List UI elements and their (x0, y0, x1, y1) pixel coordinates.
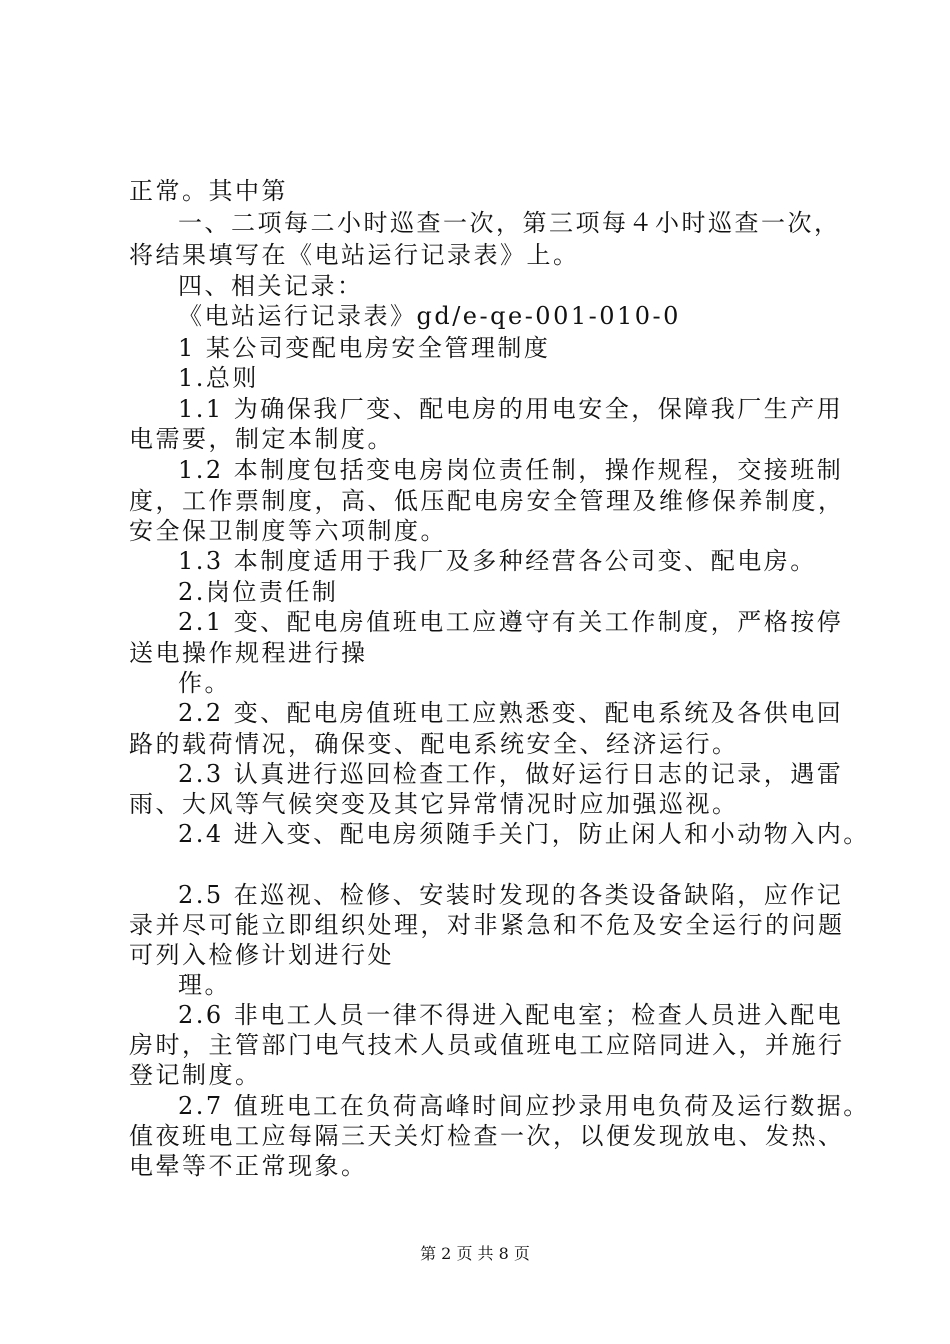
text-line: 路的载荷情况，确保变、配电系统安全、经济运行。 (129, 730, 739, 758)
text-line: 理。 (178, 971, 231, 999)
text-line: 安全保卫制度等六项制度。 (129, 517, 447, 545)
record-reference: 《电站运行记录表》gd/e-qe-001-010-0 (178, 302, 681, 330)
text-line: 登记制度。 (129, 1061, 262, 1089)
text-line: 录并尽可能立即组织处理，对非紧急和不危及安全运行的问题 (129, 911, 845, 939)
text-line: 房时，主管部门电气技术人员或值班电工应陪同进入，并施行 (129, 1031, 845, 1059)
section-heading: 四、相关记录： (178, 272, 364, 300)
text-line: 送电操作规程进行操 (129, 639, 368, 667)
text-line: 1.3 本制度适用于我厂及多种经营各公司变、配电房。 (178, 547, 817, 575)
text-line: 2.2 变、配电房值班电工应熟悉变、配电系统及各供电回 (178, 699, 844, 727)
section-heading: 1.总则 (178, 364, 259, 392)
text-line: 2.3 认真进行巡回检查工作，做好运行日志的记录，遇雷 (178, 760, 844, 788)
text-line: 2.7 值班电工在负荷高峰时间应抄录用电负荷及运行数据。 (178, 1092, 870, 1120)
text-line: 作。 (178, 669, 231, 697)
text-line: 正常。其中第 (129, 177, 288, 205)
text-line: 2.1 变、配电房值班电工应遵守有关工作制度，严格按停 (178, 608, 844, 636)
text-line: 雨、大风等气候突变及其它异常情况时应加强巡视。 (129, 790, 739, 818)
text-line: 电需要，制定本制度。 (129, 425, 394, 453)
text-line: 将结果填写在《电站运行记录表》上。 (129, 241, 580, 269)
page-number: 第 2 页 共 8 页 (420, 1244, 530, 1263)
text-line: 电晕等不正常现象。 (129, 1152, 368, 1180)
text-line: 2.5 在巡视、检修、安装时发现的各类设备缺陷，应作记 (178, 881, 844, 909)
text-line: 值夜班电工应每隔三天关灯检查一次，以便发现放电、发热、 (129, 1122, 845, 1150)
text-line: 2.4 进入变、配电房须随手关门，防止闲人和小动物入内。 (178, 820, 870, 848)
text-line: 1.1 为确保我厂变、配电房的用电安全，保障我厂生产用 (178, 395, 844, 423)
text-line: 2.6 非电工人员一律不得进入配电室；检查人员进入配电 (178, 1001, 844, 1029)
text-line: 1.2 本制度包括变电房岗位责任制，操作规程，交接班制 (178, 456, 844, 484)
document-title: 1 某公司变配电房安全管理制度 (178, 334, 551, 362)
text-line: 一、二项每二小时巡查一次，第三项每４小时巡查一次， (178, 209, 841, 237)
text-line: 可列入检修计划进行处 (129, 941, 394, 969)
text-line: 度，工作票制度，高、低压配电房安全管理及维修保养制度， (129, 487, 845, 515)
section-heading: 2.岗位责任制 (178, 578, 339, 606)
